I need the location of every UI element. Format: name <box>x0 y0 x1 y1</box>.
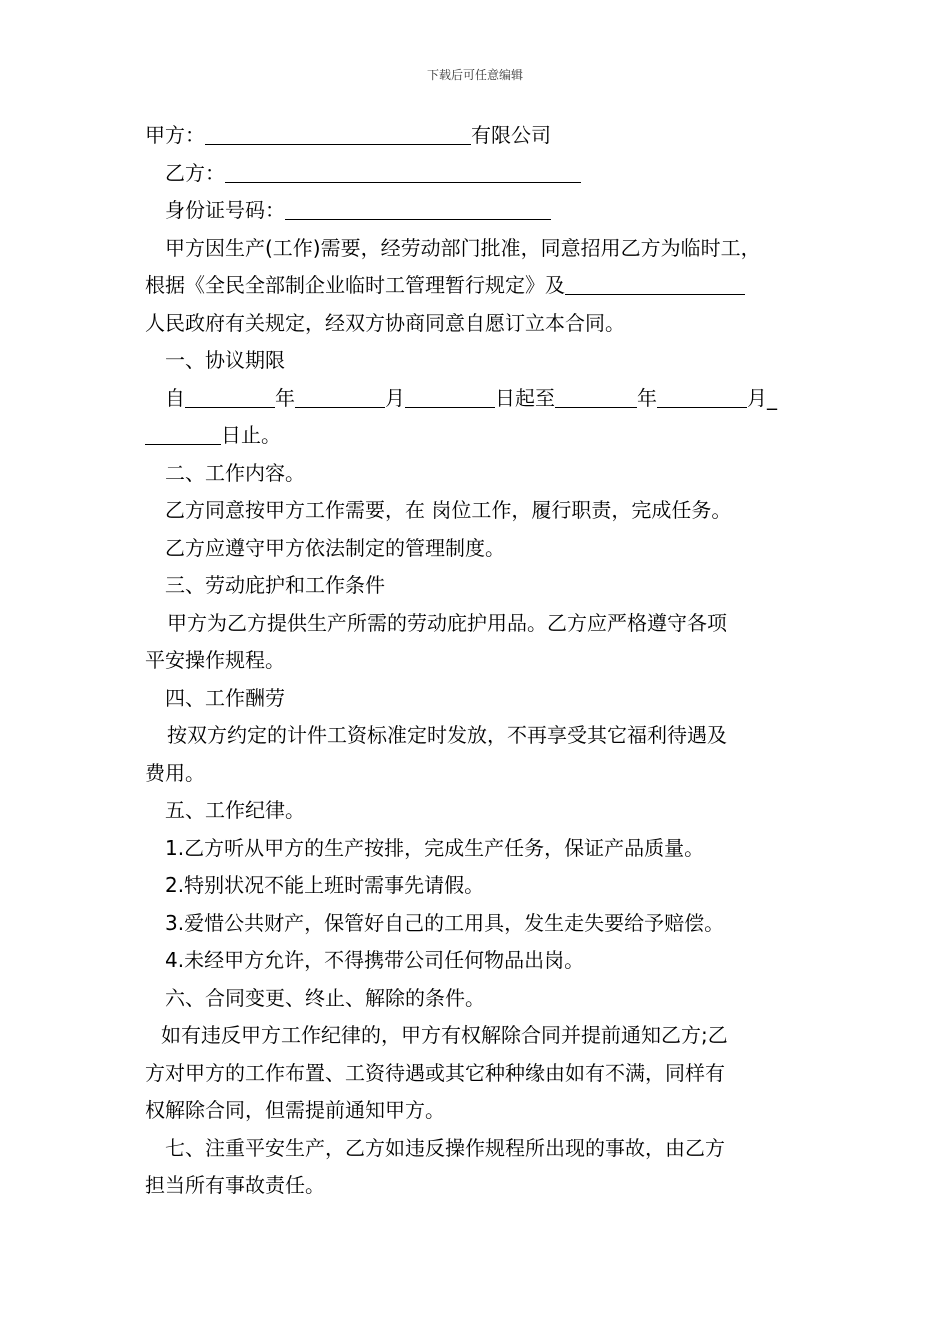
section-3-line-1: 甲方为乙方提供生产所需的劳动庇护用品。乙方应严格遵守各项 <box>167 610 727 635</box>
party-a-line <box>145 117 815 155</box>
section-4-title: 四、工作酬劳 <box>165 685 285 710</box>
section-5-item: 4.未经甲方允许，不得携带公司任何物品出岗。 <box>165 948 585 972</box>
end-year-blank <box>555 384 637 408</box>
section-4-line-1: 按双方约定的计件工资标准定时发放，不再享受其它福利待遇及 <box>167 723 727 747</box>
date-tail: _ <box>767 385 777 410</box>
party-b-blank <box>225 159 581 183</box>
party-a-label: 甲方： <box>145 123 205 147</box>
term-end-line <box>145 417 815 455</box>
end-day-blank <box>145 421 221 445</box>
page-header-note: 下载后可任意编辑 <box>426 68 523 82</box>
section-2-paragraph-2: 乙方应遵守甲方依法制定的管理制度。 <box>165 535 505 560</box>
section-5-item: 2.特别状况不能上班时需事先请假。 <box>165 873 485 897</box>
start-day-blank <box>405 384 495 408</box>
date-from-label: 自 <box>165 385 185 410</box>
party-a-blank <box>205 121 471 145</box>
section-1-title: 一、协议期限 <box>165 348 285 372</box>
section-3-line-2: 平安操作规程。 <box>145 648 285 672</box>
id-number-label: 身份证号码： <box>165 198 285 222</box>
intro-line-1: 甲方因生产(工作)需要，经劳动部门批准，同意招用乙方为临时工， <box>165 235 761 260</box>
id-number-line <box>145 192 815 230</box>
section-3-title: 三、劳动庇护和工作条件 <box>165 573 385 597</box>
section-2-title: 二、工作内容。 <box>165 460 305 485</box>
section-6-line-1: 如有违反甲方工作纪律的，甲方有权解除合同并提前通知乙方;乙 <box>161 1023 728 1047</box>
year-label-2: 年 <box>637 385 657 410</box>
section-7-line-1: 七、注重平安生产，乙方如违反操作规程所出现的事故，由乙方 <box>165 1135 725 1160</box>
section-7-line-2: 担当所有事故责任。 <box>145 1173 325 1197</box>
section-6-line-2: 方对甲方的工作布置、工资待遇或其它种种缘由如有不满，同样有 <box>145 1060 725 1085</box>
start-year-blank <box>185 384 275 408</box>
intro-line-2-text: 根据《全民全部制企业临时工管理暂行规定》及 <box>145 273 565 297</box>
start-month-blank <box>295 384 385 408</box>
section-2-paragraph-1: 乙方同意按甲方工作需要，在 岗位工作，履行职责，完成任务。 <box>165 498 732 522</box>
section-6-title: 六、合同变更、终止、解除的条件。 <box>165 985 485 1010</box>
month-label-2: 月 <box>747 385 767 410</box>
intro-line-2 <box>145 267 815 305</box>
party-b-line <box>145 155 815 193</box>
government-blank <box>565 271 745 295</box>
id-number-blank <box>285 196 551 220</box>
year-label: 年 <box>275 385 295 410</box>
term-dates-line <box>145 380 815 418</box>
section-5-item: 1.乙方听从甲方的生产按排，完成生产任务，保证产品质量。 <box>165 835 705 860</box>
end-month-blank <box>657 384 747 408</box>
section-6-line-3: 权解除合同，但需提前通知甲方。 <box>145 1098 445 1122</box>
section-5-item: 3.爱惜公共财产，保管好自己的工用具，发生走失要给予赔偿。 <box>165 910 725 935</box>
party-a-suffix: 有限公司 <box>471 123 551 147</box>
day-to-label: 日起至 <box>495 385 555 410</box>
section-5-title: 五、工作纪律。 <box>165 798 305 822</box>
month-label: 月 <box>385 385 405 410</box>
date-end-label: 日止。 <box>221 423 281 447</box>
contract-body <box>145 117 815 1205</box>
section-4-line-2: 费用。 <box>145 760 205 785</box>
party-b-label: 乙方： <box>165 160 225 185</box>
intro-line-3: 人民政府有关规定，经双方协商同意自愿订立本合同。 <box>145 310 625 335</box>
